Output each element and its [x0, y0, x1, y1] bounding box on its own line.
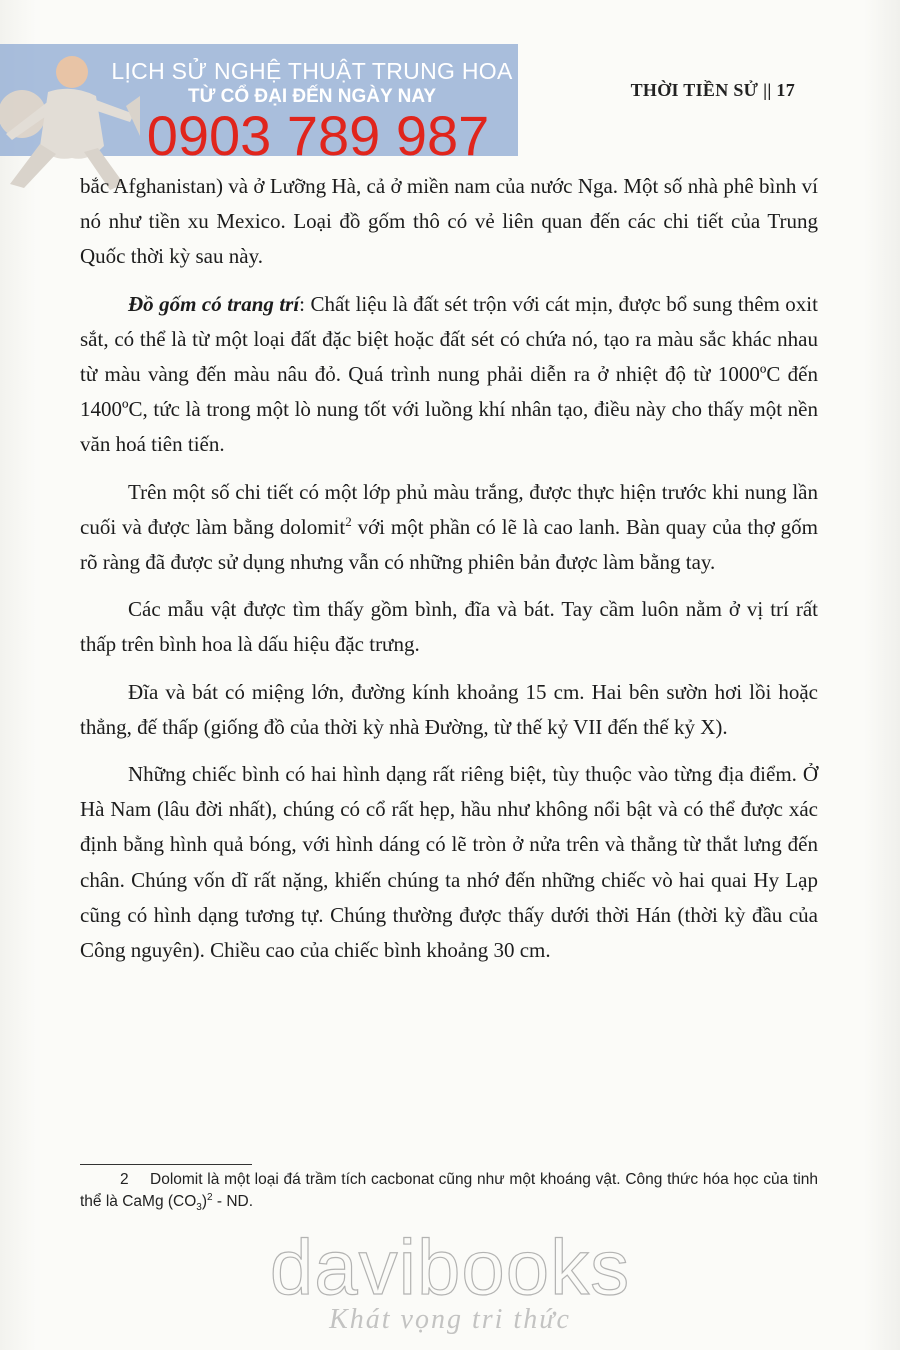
paragraph-6: Những chiếc bình có hai hình dạng rất riêng biệt, tùy thuộc vào từng địa điểm. Ở Hà Nam (lâu đời nhất), chúng có cổ rất hẹp, hầu như không nổi bật và có thể được xác định bằng hình quả bóng, với hình dáng có lẽ tròn ở nửa trên và thẳng từ thắt lưng đến chân. Chúng vốn dĩ rất nặng, khiến chúng ta nhớ đến những chiếc vò hai quai Hy Lạp cũng có hình dạng tương tự. Chúng thường được thấy dưới thời Hán (thời kỳ đầu của Công nguyên). Chiều cao của chiếc bình khoảng 30 cm.: [80, 762, 818, 963]
banner-subtitle: TỪ CỔ ĐẠI ĐẾN NGÀY NAY: [187, 86, 437, 107]
footnote-number: 2: [120, 1171, 129, 1188]
paragraph-3: [80, 475, 818, 581]
banner-phone-number: 0903 789 987: [146, 104, 490, 167]
footnote-reference: 2: [345, 513, 352, 529]
paragraph-2-lead: Đồ gốm có trang trí: [128, 291, 300, 316]
paragraph-5: Đĩa và bát có miệng lớn, đường kính khoảng 15 cm. Hai bên sườn hơi lồi hoặc thẳng, đế thấp (giống đồ của thời kỳ nhà Đường, từ thế kỷ VII đến thế kỷ X).: [80, 679, 818, 739]
footnote-superscript: 2: [207, 1191, 213, 1203]
footnote-subscript: 3: [196, 1202, 202, 1214]
footnote-text-b: ): [201, 1193, 208, 1210]
running-header: THỜI TIỀN SỬ || 17: [630, 80, 795, 100]
paragraph-3-part-a: Trên một số chi tiết có một lớp phủ màu trắng, được thực hiện trước khi nung lần cuối và được làm bằng dolomit: [80, 479, 818, 539]
paragraph-1: bắc Afghanistan) và ở Lưỡng Hà, cả ở miền nam của nước Nga. Một số nhà phê bình ví nó như tiền xu Mexico. Loại đồ gốm thô có vẻ liên quan đến các chi tiết của Trung Quốc thời kỳ sau này.: [80, 174, 818, 269]
paragraph-2: [80, 287, 818, 463]
watermark-slogan: Khát vọng tri thức: [329, 1304, 571, 1335]
paragraph-4: Các mẫu vật được tìm thấy gồm bình, đĩa và bát. Tay cầm luôn nằm ở vị trí rất thấp trên bình hoa là dấu hiệu đặc trưng.: [80, 597, 818, 657]
footnote-divider: [80, 1164, 252, 1165]
footnote-text-c: - ND.: [212, 1193, 254, 1210]
body-text: [80, 169, 818, 968]
watermark-brand: davibooks: [269, 1223, 631, 1311]
banner-title: LỊCH SỬ NGHỆ THUẬT TRUNG HOA: [111, 58, 513, 84]
footnote-text-a: Dolomit là một loại đá trầm tích cacbonat cũng như một khoáng vật. Công thức hóa học của tinh thể là CaMg (CO: [80, 1171, 818, 1210]
footnote: [80, 1169, 818, 1213]
paragraph-3-part-b: với một phần có lẽ là cao lanh. Bàn quay của thợ gốm rõ ràng đã được sử dụng nhưng vẫn có những phiên bản được làm bằng tay.: [80, 514, 819, 575]
paragraph-2-text: : Chất liệu là đất sét trộn với cát mịn, được bổ sung thêm oxit sắt, có thể là từ một loại đất đặc biệt hoặc đất sét có chứa nó, tạo ra màu sắc khác nhau từ màu vàng đến màu nâu đỏ. Quá trình nung phải diễn ra ở nhiệt độ từ 1000ºC đến 1400ºC, tức là trong một lò nung tốt với luồng khí nhân tạo, điều này cho thấy một nền văn hoá tiên tiến.: [80, 291, 818, 457]
